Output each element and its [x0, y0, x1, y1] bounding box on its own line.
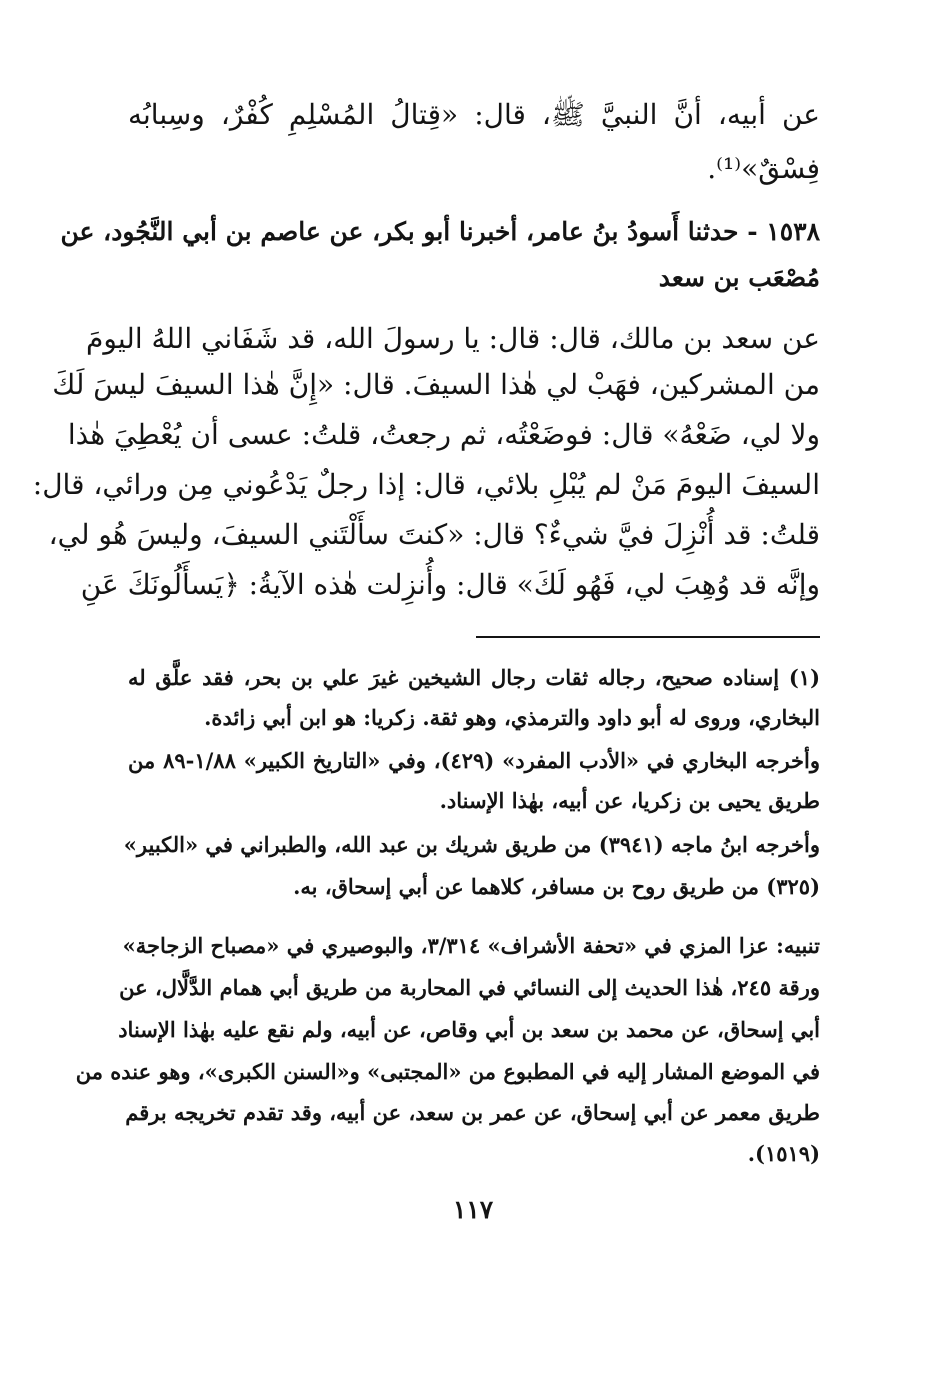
footnote-4-line-5: طريق معمر عن أبي إسحاق، عن عمر بن سعد، عن أبيه، وقد تقدم تخريجه برقم — [125, 1100, 820, 1125]
footnote-2-line-2: طريق يحيى بن زكريا، عن أبيه، بهٰذا الإسناد. — [439, 788, 820, 813]
hadith-1538-matn-line-4: السيفَ اليومَ مَنْ لم يُبْلِ بلائي، قال: إذا رجلٌ يَدْعُوني مِن ورائي، قال: — [32, 468, 820, 501]
footnote-separator — [476, 636, 820, 638]
hadith-1538-isnad-line-1: ١٥٣٨ - حدثنا أَسودُ بنُ عامر، أخبرنا أبو بكر، عن عاصم بن أبي النَّجُود، عن — [60, 217, 820, 246]
footnote-3-line-2: (٣٢٥) من طريق روح بن مسافر، كلاهما عن أبي إسحاق، به. — [293, 874, 820, 899]
hadith-1538-matn-line-5: قلتُ: قد أُنْزِلَ فيَّ شيءٌ؟ قال: «كنتَ سأَلْتَني السيفَ، وليسَ هُو لي، — [48, 518, 820, 551]
hadith-1538-matn-line-1: عن سعد بن مالك، قال: قال: يا رسولَ الله، قد شَفَاني اللهُ اليومَ — [86, 322, 820, 355]
footnote-4-line-2: ورقة ٢٤٥، هٰذا الحديث إلى النسائي في المحاربة من طريق أبي همام الدَّلَّال، عن — [119, 975, 820, 1000]
footnote-4-line-4: في الموضع المشار إليه في المطبوع من «المجتبى» و«السنن الكبرى»، وهو عنده من — [75, 1059, 820, 1084]
hadith-1538-matn-line-2: من المشركين، فهَبْ لي هٰذا السيفَ. قال: «إِنَّ هٰذا السيفَ ليسَ لَكَ — [52, 368, 820, 401]
hadith-1538-matn-line-6: وإنَّه قد وُهِبَ لي، فَهُو لَكَ» قال: وأُنزِلت هٰذه الآيةُ: ﴿يَسأَلُونَكَ عَنِ — [80, 568, 820, 601]
footnote-4-line-6: (١٥١٩). — [747, 1141, 820, 1166]
footnote-4-line-1: تنبيه: عزا المزي في «تحفة الأشراف» ٣/٣١٤، والبوصيري في «مصباح الزجاجة» — [122, 933, 820, 958]
footnote-1-line-1: (١) إسناده صحيح، رجاله ثقات رجال الشيخين غيرَ علي بن بحر، فقد علَّق له — [128, 665, 820, 690]
footnote-4-line-3: أبي إسحاق، عن محمد بن سعد بن أبي وقاص، عن أبيه، ولم نقع عليه بهٰذا الإسناد — [118, 1017, 820, 1042]
hadith-1538-isnad-line-2: مُصْعَب بن سعد — [658, 263, 820, 292]
footnote-3-line-1: وأخرجه ابنُ ماجه (٣٩٤١) من طريق شريك بن عبد الله، والطبراني في «الكبير» — [123, 832, 820, 857]
page-number: ١١٧ — [452, 1195, 494, 1224]
hadith-1538-matn-line-3: ولا لي، ضَعْهُ» قال: فوضَعْتُه، ثم رجعتُ، قلتُ: عسى أن يُعْطِيَ هٰذا — [67, 418, 820, 451]
footnote-2-line-1: وأخرجه البخاري في «الأدب المفرد» (٤٢٩)، وفي «التاريخ الكبير» ١/٨٨-٨٩ من — [128, 748, 820, 773]
continuation-line-1: عن أبيه، أنَّ النبيَّ ﷺ، قال: «قِتالُ المُسْلِمِ كُفْرٌ، وسِبابُه — [128, 98, 820, 131]
footnote-1-line-2: البخاري، وروى له أبو داود والترمذي، وهو ثقة. زكريا: هو ابن أبي زائدة. — [204, 705, 820, 730]
continuation-line-2: فِسْقٌ»⁽¹⁾. — [707, 152, 820, 185]
